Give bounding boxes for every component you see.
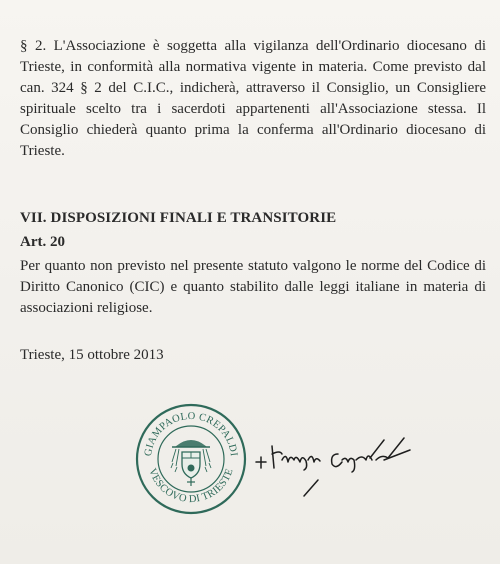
seal-bottom-text: VESCOVO DI TRIESTE xyxy=(146,467,236,506)
section-title: VII. DISPOSIZIONI FINALI E TRANSITORIE xyxy=(20,210,337,226)
article-title: Art. 20 xyxy=(20,234,65,250)
paragraph-article-20: Per quanto non previsto nel presente statuto valgono le norme del Codice di Diritto Canonico (CIC) e quanto stabilito dalle leggi italiane in materia di associazioni religiose. xyxy=(20,258,486,316)
seal-top-text: GIAMPAOLO CREPALDI xyxy=(142,410,239,458)
bishop-signature xyxy=(252,424,412,506)
paragraph-section-2: § 2. L'Associazione è soggetta alla vigilanza dell'Ordinario diocesano di Trieste, in conformità alla normativa vigente in materia. Come previsto dal can. 324 § 2 del C.I.C., indicherà, attraverso il Consiglio, un Consigliere spirituale scelto tra i sacerdoti appartenenti all'Associazione stessa. Il Consiglio chiederà quanto prima la conferma all'Ordinario diocesano di Trieste. xyxy=(20,38,486,159)
place-date: Trieste, 15 ottobre 2013 xyxy=(20,347,164,363)
episcopal-seal xyxy=(134,402,248,516)
